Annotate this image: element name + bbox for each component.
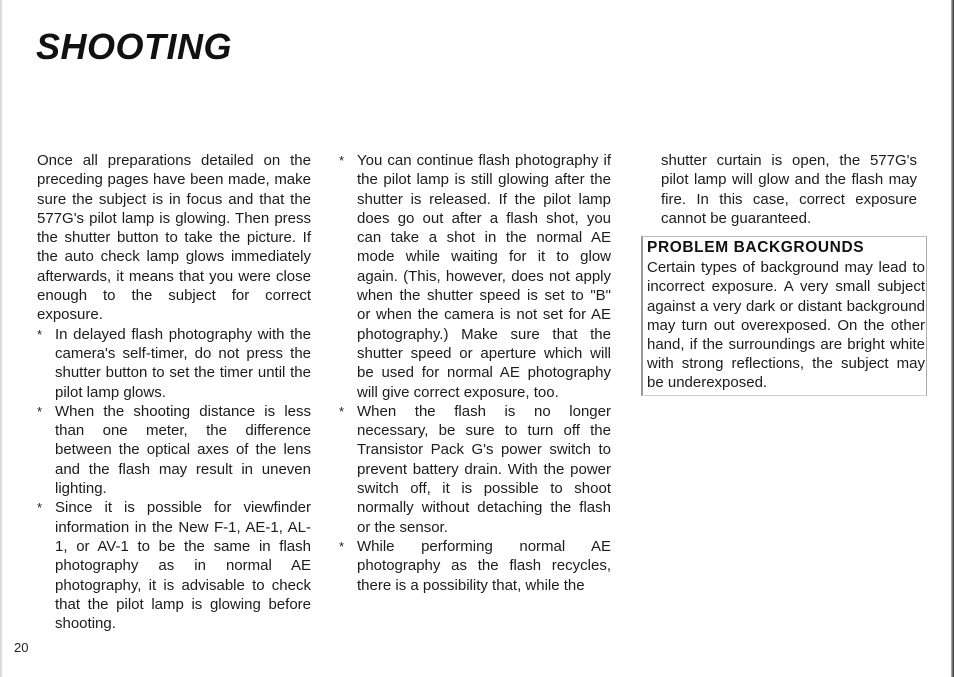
bullet-star-icon: *	[37, 403, 43, 419]
bullet-text: When the shooting distance is less than one meter, the difference between the optical axes of the lens and the flash may result in uneven lighting.	[55, 402, 311, 498]
column-3	[661, 151, 917, 228]
bullet-star-icon: *	[339, 538, 345, 554]
bullet-star-icon: *	[339, 153, 345, 168]
page-number: 20	[14, 640, 29, 655]
intro-paragraph: Once all preparations detailed on the preceding pages have been made, make sure the subject is in focus and that the 577G's pilot lamp is glowing. Then press the shutter button to take the picture. If the auto check lamp glows immediately afterwards, it means that you were close enough to the subject for correct exposure.	[37, 152, 311, 324]
column-2	[339, 151, 611, 595]
problem-backgrounds-box	[641, 236, 927, 396]
bullet-star-icon: *	[37, 326, 43, 342]
page-title: SHOOTING	[36, 26, 233, 67]
list-item	[37, 402, 311, 498]
column-1	[37, 151, 311, 633]
bullet-text: When the flash is no longer necessary, be sure to turn off the Transistor Pack G's power switch to prevent battery drain. With the power switch off, it is possible to shoot normally without detaching the flash or the sensor.	[357, 402, 611, 536]
bullet-text: You can continue flash photography if the pilot lamp is still glowing after the shutter is released. If the pilot lamp does go out after a flash shot, you can take a shot in the normal AE mode while waiting for it to glow again. (This, however, does not apply when the shutter speed is set to "B" or when the camera is not set for AE photography.) Make sure that the shutter speed or aperture which will be used for normal AE photography will give correct exposure, too.	[357, 152, 611, 401]
bullet-text: While performing normal AE photography as the flash recycles, there is a possibility that, while the	[357, 537, 611, 594]
continuation-paragraph: shutter curtain is open, the 577G's pilot lamp will glow and the flash may fire. In this case, correct exposure cannot be guaranteed.	[661, 152, 917, 227]
box-text: Certain types of background may lead to incorrect exposure. A very small subject against a very dark or distant background may turn out overexposed. On the other hand, if the surroundings are bright white with strong reflections, the subject may be underexposed.	[647, 259, 925, 392]
list-item	[339, 537, 611, 595]
bullet-text: In delayed flash photography with the camera's self-timer, do not press the shutter button to set the timer until the pilot lamp glows.	[55, 325, 311, 401]
list-item	[37, 498, 311, 633]
bullet-text: Since it is possible for viewfinder information in the New F-1, AE-1, AL-1, or AV-1 to be the same in flash photography as in normal AE photography, it is advisable to check that the pilot lamp is glowing before shooting.	[55, 499, 311, 633]
list-item	[339, 151, 611, 402]
bullet-star-icon: *	[37, 500, 43, 516]
list-item	[339, 402, 611, 537]
list-item	[37, 325, 311, 402]
box-heading: PROBLEM BACKGROUNDS	[647, 239, 865, 256]
bullet-star-icon: *	[339, 403, 345, 419]
page-edge-left	[0, 0, 3, 677]
